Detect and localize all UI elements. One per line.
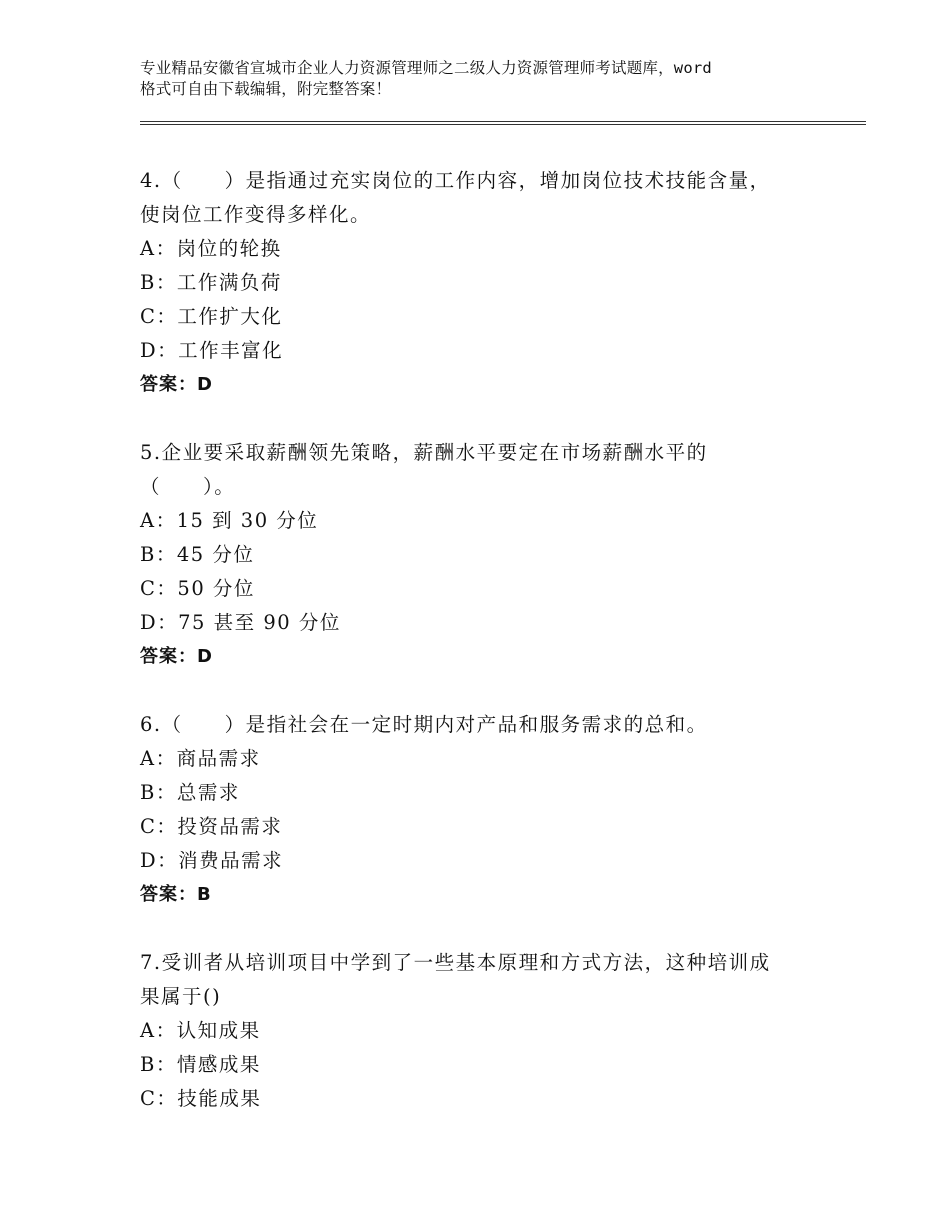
answer-label: 答案：D	[140, 374, 213, 395]
option-c: C：50 分位	[140, 577, 255, 600]
header-divider-top	[140, 121, 866, 122]
option-b: B：45 分位	[140, 543, 255, 566]
answer-label: 答案：D	[140, 646, 213, 667]
option-b: B：总需求	[140, 781, 240, 804]
option-b: B：情感成果	[140, 1053, 261, 1076]
question-stem-line: 果属于()	[140, 985, 222, 1008]
option-d: D：75 甚至 90 分位	[140, 611, 341, 634]
option-b: B：工作满负荷	[140, 271, 282, 294]
document-header	[140, 58, 840, 100]
header-line-1: 专业精品安徽省宣城市企业人力资源管理师之二级人力资源管理师考试题库，word	[140, 59, 712, 77]
question-4	[140, 164, 820, 402]
question-stem-line: 5.企业要采取薪酬领先策略，薪酬水平要定在市场薪酬水平的	[140, 441, 708, 464]
option-c: C：技能成果	[140, 1087, 262, 1110]
option-c: C：工作扩大化	[140, 305, 283, 328]
option-a: A：15 到 30 分位	[140, 509, 319, 532]
option-a: A：认知成果	[140, 1019, 261, 1042]
option-d: D：消费品需求	[140, 849, 284, 872]
option-c: C：投资品需求	[140, 815, 283, 838]
question-stem-line: 4.（ ）是指通过充实岗位的工作内容，增加岗位技术技能含量，	[140, 169, 771, 192]
question-stem-line: 使岗位工作变得多样化。	[140, 203, 372, 226]
option-d: D：工作丰富化	[140, 339, 284, 362]
question-stem-line: 7.受训者从培训项目中学到了一些基本原理和方式方法，这种培训成	[140, 951, 771, 974]
question-5	[140, 436, 820, 674]
question-7	[140, 946, 820, 1116]
question-list	[140, 164, 820, 1150]
header-line-2: 格式可自由下载编辑，附完整答案！	[140, 80, 392, 98]
option-a: A：商品需求	[140, 747, 261, 770]
answer-label: 答案：B	[140, 884, 212, 905]
question-stem-line: （ ）。	[140, 475, 236, 498]
question-6	[140, 708, 820, 912]
question-stem-line: 6.（ ）是指社会在一定时期内对产品和服务需求的总和。	[140, 713, 708, 736]
option-a: A：岗位的轮换	[140, 237, 282, 260]
header-divider-bottom	[140, 124, 866, 125]
